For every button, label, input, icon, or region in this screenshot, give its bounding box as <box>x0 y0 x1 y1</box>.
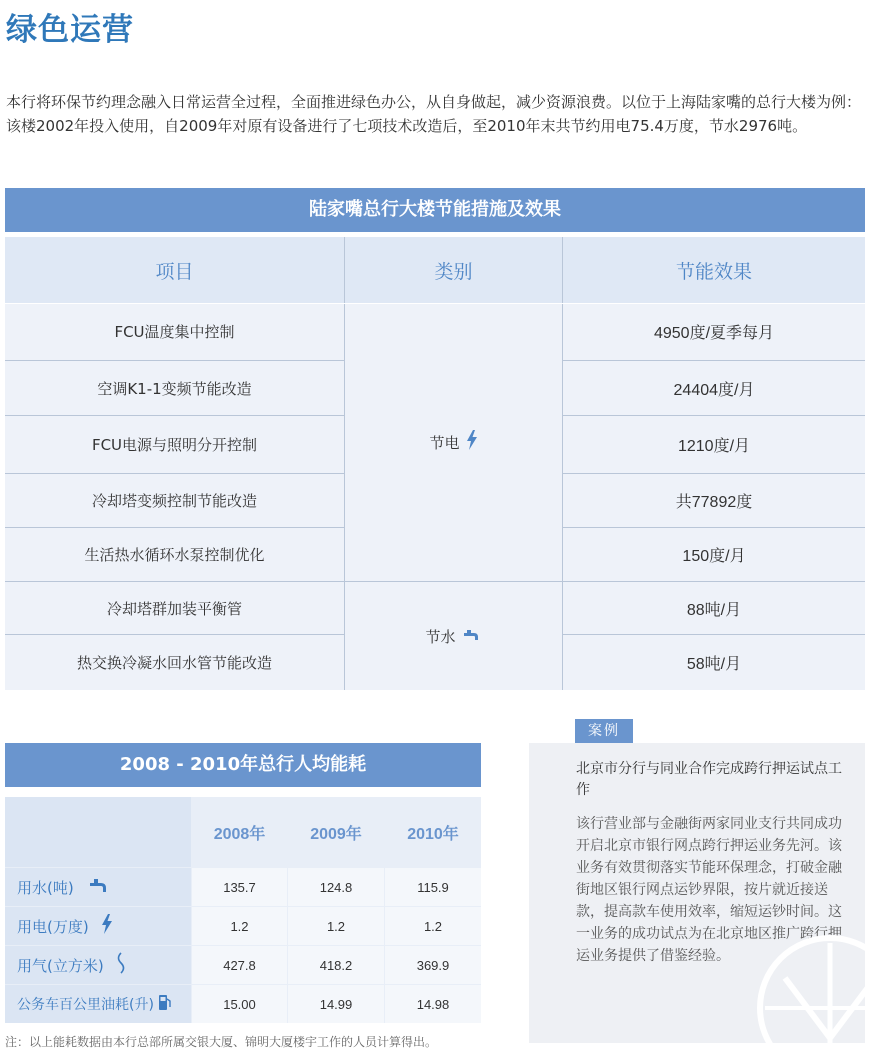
row-power-label: 用电(万度) <box>17 917 89 936</box>
table-row-effect: 1210度/月 <box>677 438 751 455</box>
value-cell: 1.2 <box>288 907 384 945</box>
divider <box>5 581 865 582</box>
bank-logo-watermark <box>755 933 865 1043</box>
divider <box>5 303 865 304</box>
table-row-item: 生活热水循环水泵控制优化 <box>84 546 265 564</box>
energy-measures-table <box>5 237 865 690</box>
row-fuel-label: 公务车百公里油耗(升) <box>17 997 154 1013</box>
table-row-item: 冷却塔群加装平衡管 <box>106 599 242 618</box>
header-item: 项目 <box>5 237 344 303</box>
table-row-item: 空调K1-1变频节能改造 <box>97 379 252 398</box>
footnote: 注：以上能耗数据由本行总部所属交银大厦、锦明大厦楼宇工作的人员计算得出。 <box>5 1035 438 1049</box>
table-row-effect: 58吨/月 <box>686 656 742 673</box>
value-cell: 124.8 <box>288 868 384 906</box>
table-row-effect: 4950度/夏季每月 <box>653 325 775 342</box>
category-power <box>345 303 562 581</box>
header-corner <box>5 797 191 867</box>
divider <box>562 237 563 690</box>
header-effect: 节能效果 <box>563 237 865 303</box>
case-body: 该行营业部与金融街两家同业支行共同成功开启北京市银行网点跨行押运业务先河。该业务有效贯彻落实节能环保理念，打破金融街地区银行网点运钞界限，按片就近接送款，提高款车使用效率，缩短运钞时间。这一业务的成功试点为在北京地区推广跨行押运业务提供了借鉴经验。 <box>576 816 842 964</box>
table-row-item: FCU电源与照明分开控制 <box>91 436 258 454</box>
category-power-label: 节电 <box>429 433 460 452</box>
value-cell: 14.98 <box>385 985 481 1023</box>
case-title: 北京市分行与同业合作完成跨行押运试点工作 <box>576 761 842 798</box>
intro-paragraph: 本行将环保节约理念融入日常运营全过程，全面推进绿色办公，从自身做起，减少资源浪费。以位于上海陆家嘴的总行大楼为例：该楼2002年投入使用，自2009年对原有设备进行了七项技术改造后，至2010年末共节约用电75.4万度，节水2976吨。 <box>6 93 862 135</box>
energy-per-capita-table <box>5 797 481 1023</box>
table2-title: 2008 - 2010年总行人均能耗 <box>5 743 481 787</box>
divider <box>563 415 865 416</box>
page-title: 绿色运营 <box>6 12 134 48</box>
category-water <box>345 582 562 690</box>
row-gas <box>5 946 191 984</box>
value-cell: 418.2 <box>288 946 384 984</box>
row-water <box>5 868 191 906</box>
table-row-effect: 88吨/月 <box>686 601 742 619</box>
divider <box>5 473 344 474</box>
category-water-label: 节水 <box>425 627 456 646</box>
table1-title: 陆家嘴总行大楼节能措施及效果 <box>5 188 865 232</box>
value-cell: 369.9 <box>385 946 481 984</box>
divider <box>5 527 344 528</box>
value-cell: 1.2 <box>385 907 481 945</box>
divider <box>563 473 865 474</box>
lightning-icon <box>466 430 478 454</box>
value-cell: 14.99 <box>288 985 384 1023</box>
row-gas-label: 用气(立方米) <box>17 956 104 975</box>
header-category: 类别 <box>345 237 562 303</box>
row-power <box>5 907 191 945</box>
value-cell: 15.00 <box>192 985 287 1023</box>
fuel-pump-icon <box>158 993 172 1015</box>
divider <box>344 237 345 690</box>
table-row-item: FCU温度集中控制 <box>114 323 235 341</box>
value-cell: 135.7 <box>192 868 287 906</box>
value-cell: 115.9 <box>385 868 481 906</box>
table-row-item: 热交换冷凝水回水管节能改造 <box>76 654 272 672</box>
year-2008: 2008年 <box>213 825 266 843</box>
divider <box>5 634 344 635</box>
gas-icon <box>114 952 128 978</box>
faucet-icon <box>88 877 110 897</box>
row-fuel <box>5 985 191 1023</box>
divider <box>5 360 344 361</box>
table-row-item: 冷却塔变频控制节能改造 <box>91 492 257 510</box>
table-row-effect: 24404度/月 <box>673 381 755 399</box>
case-box <box>529 743 865 1043</box>
year-2009: 2009年 <box>310 825 362 843</box>
table-row-effect: 150度/月 <box>682 548 746 565</box>
divider <box>563 634 865 635</box>
divider <box>563 360 865 361</box>
year-2010: 2010年 <box>407 825 459 843</box>
divider <box>563 527 865 528</box>
row-water-label: 用水(吨) <box>17 878 74 897</box>
value-cell: 1.2 <box>192 907 287 945</box>
case-tag: 案例 <box>575 719 633 743</box>
faucet-icon <box>462 627 482 645</box>
lightning-icon <box>101 914 113 938</box>
divider <box>5 415 344 416</box>
value-cell: 427.8 <box>192 946 287 984</box>
table-row-effect: 共77892度 <box>675 494 753 511</box>
